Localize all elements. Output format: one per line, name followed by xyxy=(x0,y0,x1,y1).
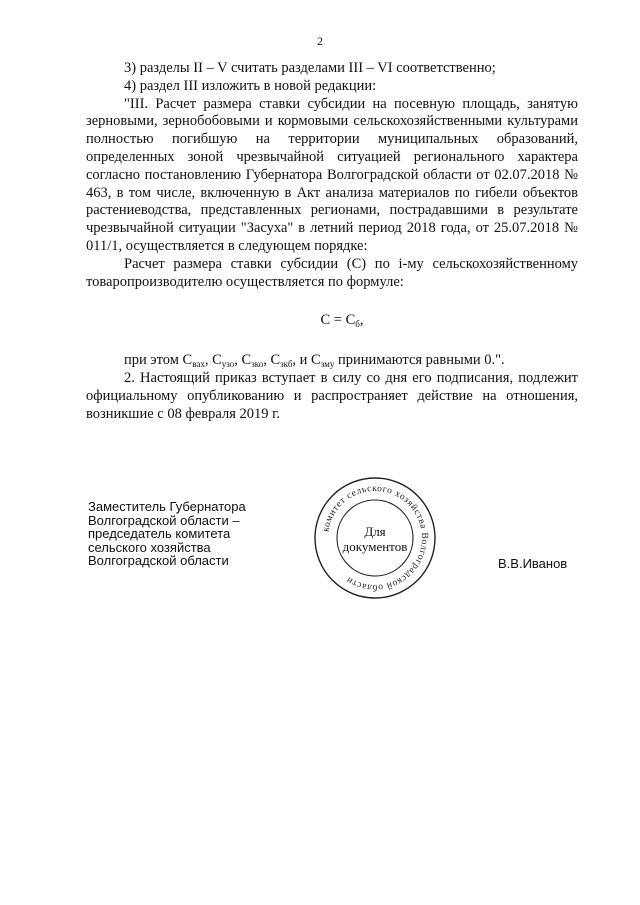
subscript-zmu: зму xyxy=(320,359,335,370)
official-stamp xyxy=(312,475,438,601)
stamp-center-line-2: документов xyxy=(342,539,408,554)
subscript-uzo: узо xyxy=(221,359,235,370)
subscript-vah: вах xyxy=(192,359,205,370)
subscript-zkb: зкб xyxy=(280,359,293,370)
signer-line: Волгоградской области xyxy=(88,553,229,569)
formula xyxy=(86,312,578,330)
zero-values-sep-4: , и С xyxy=(292,352,321,369)
subscript-zko: зко xyxy=(251,359,264,370)
stamp-ring-text: комитет сельского хозяйства Волгоградской области xyxy=(320,482,431,594)
paragraph-amendment-3: 3) разделы II – V считать разделами III – VI соответственно; xyxy=(124,60,496,76)
page-number: 2 xyxy=(317,34,323,48)
zero-values-suffix: принимаются равными 0.". xyxy=(334,352,505,369)
zero-values-sep-3: , С xyxy=(263,352,281,369)
stamp-center-line-1: Для xyxy=(364,524,386,539)
signature-name: В.В.Иванов xyxy=(498,556,568,571)
signer-position xyxy=(88,500,288,568)
formula-subscript: б xyxy=(355,319,360,330)
paragraph-amendment-4: 4) раздел III изложить в новой редакции: xyxy=(124,77,377,94)
signer-line: сельского хозяйства xyxy=(88,539,211,555)
formula-tail: , xyxy=(359,312,364,329)
zero-values-sep-2: , С xyxy=(234,352,252,369)
paragraph-zero-values xyxy=(86,352,578,370)
signer-line: Волгоградской области – xyxy=(88,512,240,528)
paragraph-effective-date: 2. Настоящий приказ вступает в силу со дня его подписания, подлежит официальному опубликованию и распространяет действие на отношения, возникшие с 08 февраля 2019 г. xyxy=(86,369,578,422)
signer-line: председатель комитета xyxy=(88,526,231,542)
document-body xyxy=(86,60,578,423)
zero-values-sep-1: , С xyxy=(204,352,222,369)
paragraph-formula-intro: Расчет размера ставки субсидии (С) по i-му сельскохозяйственному товаропроизводителю осуществляется по формуле: xyxy=(86,255,578,290)
signer-line: Заместитель Губернатора xyxy=(88,499,246,514)
formula-lhs: С = С xyxy=(320,312,356,329)
zero-values-prefix: при этом С xyxy=(124,352,193,369)
paragraph-section-iii: "III. Расчет размера ставки субсидии на посевную площадь, занятую зерновыми, зернобобовыми и кормовыми сельскохозяйственными культурами полностью погибшую на территории муниципальных образований, определенных зоной чрезвычайной ситуацией регионального характера согласно постановлению Губернатора Волгоградской области от 02.07.2018 № 463, в том числе, включенную в Акт анализа материалов по гибели объектов растениеводства, представленных регионами, пострадавшими в результате чрезвычайной ситуации "Засуха" в летний период 2018 года, от 25.07.2018 № 011/1, осуществляется в следующем порядке: xyxy=(86,95,578,254)
